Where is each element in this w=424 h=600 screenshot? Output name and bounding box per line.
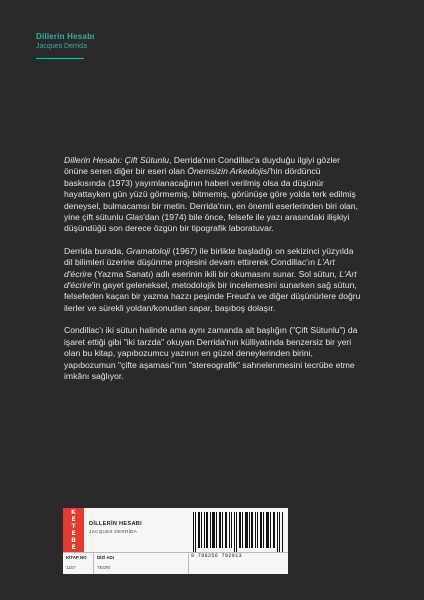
block-divider xyxy=(63,552,288,553)
barcode xyxy=(193,512,283,552)
series-title: Dillerin Hesabı xyxy=(36,32,95,41)
logo-letter: K xyxy=(71,509,76,516)
isbn-info-block xyxy=(63,508,288,574)
dizi-value: TEORİ xyxy=(97,565,111,570)
blurb xyxy=(64,155,364,393)
blurb-paragraph-1 xyxy=(64,155,364,235)
logo-letter: E xyxy=(71,544,76,551)
text-run: (1967) ile birlikte başladığı on sekizinci yüzyılda dil bilimleri üzerine düşünme projesini devam ettirerek Condillac'ın xyxy=(64,245,354,268)
logo-letter: E xyxy=(71,530,76,537)
logo-letter: T xyxy=(71,523,76,530)
blurb-paragraph-3: Condillac'ı iki sütun halinde ama aynı zamanda alt başlığın ("Çift Sütunlu") da işaret ettiği gibi "iki tarzda" okuyan Derrida'nın külliyatında benzersiz bir yeri olan bu kitap, yapıbozumcu yazının en güzel deneylerinden birini, yapıbozumun "çifte aşaması"nın "stereografik" sahnelenmesini tecrübe etme imkânı sağlıyor. xyxy=(64,325,358,381)
title-italic: L'Art d'écrire xyxy=(64,268,357,291)
logo-letter: B xyxy=(71,537,76,544)
title-italic: Gramatoloji xyxy=(126,245,171,256)
isbn-number: 9 786256 792913 xyxy=(191,553,243,559)
text-run: (Yazma Sanatı) adlı eserinin ikili bir okumasını sunar. Sol sütun, xyxy=(91,268,340,279)
author-name: Jacques Derrida xyxy=(36,43,87,50)
title-italic: Dillerin Hesabı: Çift Sütunlu xyxy=(64,155,170,165)
title-italic: Glas xyxy=(125,212,144,223)
text-run: , Derrida'nın Condillac'a duyduğu ilgiyi gözler önüne seren diğer bir eseri olan xyxy=(64,155,341,177)
title-italic: Önemsizin Arkeolojisi xyxy=(187,166,270,177)
kitap-no-label: KİTAP NO xyxy=(66,555,87,560)
text-run: 'hin dördüncü baskısında (1973) yayımlanacağının haberi verilmiş olsa da düşünür hayattayken gün yüzü görmemiş, bitmemiş, görünüşe göre yolda terk edilmiş deneysel, bulmacamsı bir metin. Derrida'nın, en önemli eserlerinden biri olan, yine çift sütunlu xyxy=(64,166,358,223)
text-run: Derrida burada, xyxy=(64,245,127,256)
header-divider xyxy=(36,58,84,59)
cover-header xyxy=(36,32,95,59)
book-title: DİLLERİN HESABI xyxy=(89,521,142,527)
kitap-no-value: 1157 xyxy=(66,565,76,570)
text-run: 'in gayet geleneksel, metodolojik bir incelemesini sunarken sağ sütun, felsefeden kaçan bir yazma hazzı peşinde Freud'a ve diğer düşünürlere doğru ilerler ve sürekli yoldan/konudan sapar, başıboş dolaşır. xyxy=(64,280,361,313)
column-divider xyxy=(188,553,189,574)
column-divider xyxy=(93,553,94,574)
text-run: 'dan (1974) bile önce, felsefe ile yazı arasındaki ilişkiyi düşündüğü son derece özgün bir tipografik laboratuvar. xyxy=(64,212,350,234)
blurb-paragraph-2 xyxy=(64,246,364,314)
title-italic: L'Art d'écrire xyxy=(64,257,335,279)
dizi-label: DİZİ ADI xyxy=(97,555,114,560)
logo-letter: E xyxy=(71,516,76,523)
book-author: JACQUES DERRİDA xyxy=(89,529,138,534)
publisher-logo xyxy=(63,508,84,552)
